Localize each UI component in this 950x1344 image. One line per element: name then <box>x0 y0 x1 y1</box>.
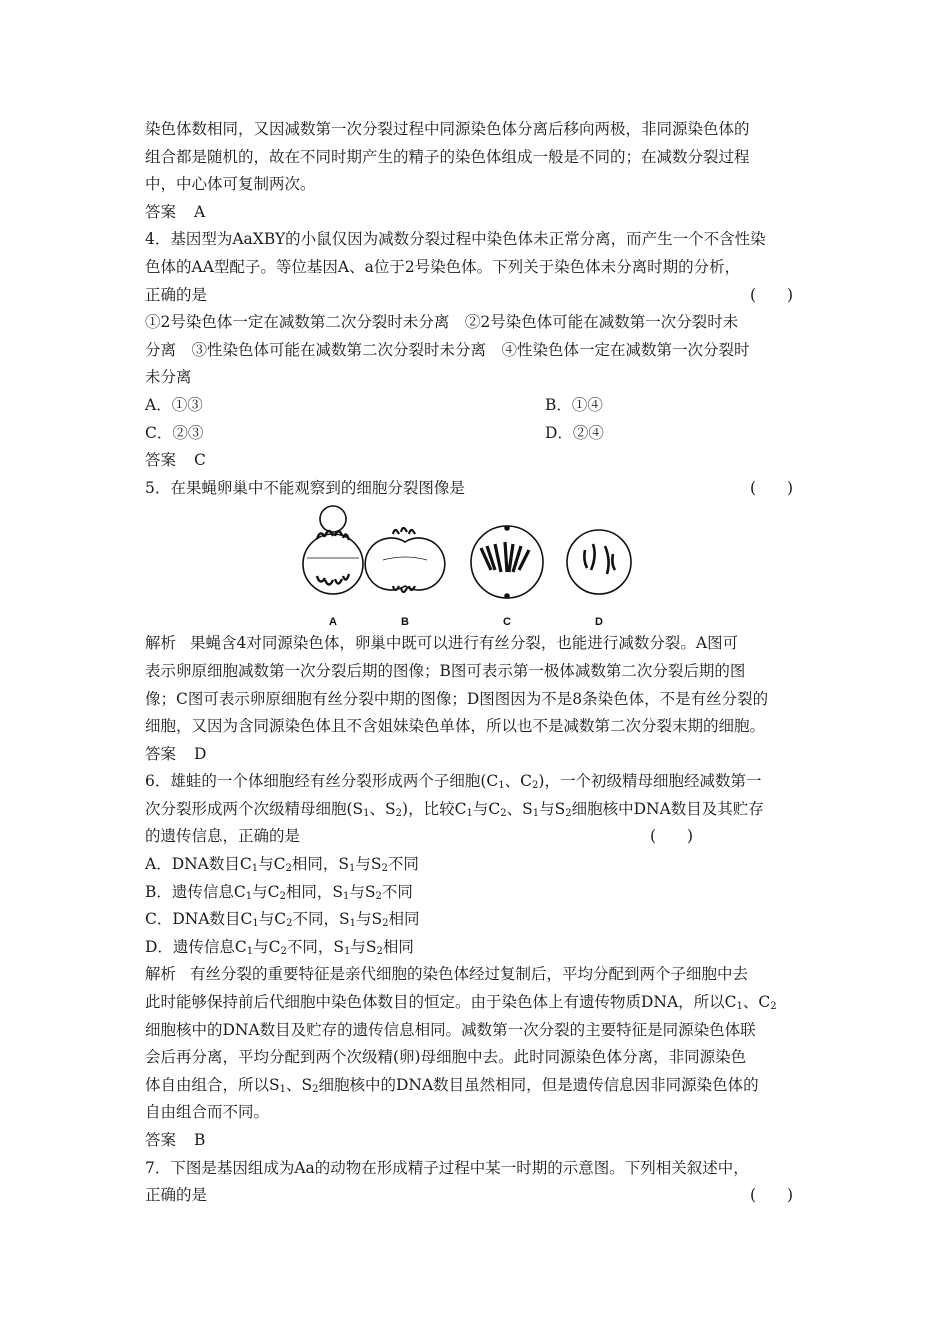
options-row <box>145 392 813 420</box>
answer-label: 答案 <box>145 202 177 221</box>
text-segment: 、S <box>286 1075 313 1094</box>
cell-diagrams <box>295 504 655 628</box>
option-d: D．②④ <box>545 423 604 442</box>
text-segment: 相同 <box>388 910 420 929</box>
answer-bracket: ( ) <box>750 478 794 497</box>
answer-line <box>145 1127 813 1155</box>
text-line: 染色体数相同，又因减数第一次分裂过程中同源染色体分离后移向两极，非同源染色体的 <box>145 120 750 138</box>
text-segment: 果蝇含4对同源染色体，卵巢中既可以进行有丝分裂，也能进行减数分裂。A图可 <box>190 634 739 653</box>
text-line <box>145 1182 813 1210</box>
subscript: 2 <box>770 1001 777 1013</box>
text-segment: 与C <box>258 910 287 929</box>
text-segment: 与S <box>350 937 377 956</box>
text-segment: 与S <box>355 855 382 874</box>
text-segment: D．遗传信息C <box>145 937 247 956</box>
cell-b <box>365 528 445 592</box>
subscript: 1 <box>466 807 473 819</box>
subscript: 1 <box>343 890 350 902</box>
analysis-line <box>145 961 813 989</box>
text-segment: 不同，S <box>286 937 345 956</box>
answer-line <box>145 199 813 227</box>
text-segment: 与C <box>252 882 280 901</box>
text-segment: 5．在果蝇卵巢中不能观察到的细胞分裂图像是 <box>145 478 465 497</box>
answer-line <box>145 447 813 475</box>
subscript: 2 <box>532 780 539 792</box>
answer-value: A <box>194 202 206 221</box>
subscript: 2 <box>376 945 383 957</box>
subscript: 2 <box>565 807 572 819</box>
subscript: 2 <box>375 890 382 902</box>
statement-line: ①2号染色体一定在减数第二次分裂时未分离 ②2号染色体可能在减数第一次分裂时未 <box>145 313 739 332</box>
subscript: 2 <box>395 807 403 819</box>
answer-bracket: ( ) <box>750 285 794 304</box>
text-segment: 、S <box>506 799 533 818</box>
subscript: 1 <box>246 945 254 957</box>
text-line: 色体的AA型配子。等位基因A、a位于2号染色体。下列关于染色体未分离时期的分析， <box>145 257 741 276</box>
analysis-line: 细胞，又因为含同源染色体且不含姐妹染色单体，所以也不是减数第二次分裂末期的细胞。 <box>145 717 766 736</box>
subscript: 1 <box>279 1083 286 1095</box>
cell-d <box>567 530 631 594</box>
answer-value: D <box>194 744 207 763</box>
statement-line: 分离 ③性染色体可能在减数第二次分裂时未分离 ④性染色体一定在减数第一次分裂时 <box>145 340 750 359</box>
text-segment: 、C <box>742 993 771 1012</box>
option-a <box>145 851 813 879</box>
analysis-line <box>145 1072 813 1100</box>
subscript: 1 <box>498 780 505 792</box>
text-segment: 体自由组合，所以S <box>145 1075 280 1094</box>
text-segment: B．遗传信息C <box>145 882 246 901</box>
subscript: 1 <box>349 918 357 930</box>
analysis-line: 自由组合而不同。 <box>145 1103 270 1122</box>
text-segment: 与S <box>356 910 383 929</box>
text-line <box>145 796 813 824</box>
text-segment: A．DNA数目C <box>145 855 252 874</box>
text-line: 中，中心体可复制两次。 <box>145 175 316 194</box>
statement-line: 未分离 <box>145 368 192 387</box>
analysis-line: 会后再分离，平均分配到两个次级精(卵)母细胞中去。此时同源染色体分离，非同源染色 <box>145 1048 747 1067</box>
option-a: A．①③ <box>145 395 203 414</box>
text-segment: 与C <box>253 937 281 956</box>
question-7-stem: 7．下图是基因组成为Aa的动物在形成精子过程中某一时期的示意图。下列相关叙述中， <box>145 1158 749 1177</box>
text-line <box>145 823 813 851</box>
subscript: 2 <box>312 1083 319 1095</box>
text-line <box>145 282 813 310</box>
text-segment: 相同 <box>382 937 414 956</box>
analysis-line: 表示卵原细胞减数第一次分裂后期的图像；B图可表示第一极体减数第二次分裂后期的图 <box>145 661 746 680</box>
text-segment: 不同 <box>387 855 419 874</box>
subscript: 2 <box>382 918 389 930</box>
text-segment: 次分裂形成两个次级精母细胞(S <box>145 799 364 818</box>
text-segment: 有丝分裂的重要特征是亲代细胞的染色体经过复制后，平均分配到两个子细胞中去 <box>190 965 749 984</box>
analysis-line: 像；C图可表示卵原细胞有丝分裂中期的图像；D图图因为不是8条染色体，不是有丝分裂的 <box>145 689 769 708</box>
answer-value: B <box>194 1131 206 1149</box>
subscript: 2 <box>500 807 507 819</box>
answer-label: 答案 <box>145 451 177 470</box>
option-c: C．②③ <box>145 423 204 442</box>
cell-c <box>471 526 543 598</box>
subscript: 1 <box>363 807 370 819</box>
subscript: 2 <box>285 863 292 875</box>
text-segment: 正确的是 <box>145 285 208 304</box>
subscript: 1 <box>736 1001 743 1013</box>
cell-division-figure <box>145 502 813 630</box>
analysis-line <box>145 989 813 1017</box>
answer-line <box>145 741 813 769</box>
text-segment: 细胞核中的DNA数目虽然相同，但是遗传信息因非同源染色体的 <box>318 1075 759 1094</box>
text-segment: 与C <box>258 855 286 874</box>
figure-label-d: D <box>595 616 603 629</box>
figure-label-c: C <box>503 616 511 629</box>
subscript: 1 <box>252 918 259 930</box>
text-segment: 、S <box>369 799 396 818</box>
text-segment: 正确的是 <box>145 1186 208 1205</box>
text-segment: 此时能够保持前后代细胞中染色体数目的恒定。由于染色体上有遗传物质DNA，所以C <box>145 993 737 1012</box>
text-segment: 、C <box>504 772 533 791</box>
analysis-label: 解析 <box>145 634 177 653</box>
analysis-label: 解析 <box>145 965 177 984</box>
text-segment: 相同，S <box>285 882 344 901</box>
options-row <box>145 420 813 448</box>
subscript: 1 <box>251 863 259 875</box>
subscript: 2 <box>280 945 287 957</box>
answer-label: 答案 <box>145 744 177 763</box>
answer-bracket: ( ) <box>650 827 694 846</box>
subscript: 1 <box>344 945 351 957</box>
text-segment: 的遗传信息，正确的是 <box>145 827 301 846</box>
text-segment: 不同，S <box>292 910 350 929</box>
question-6-stem <box>145 768 813 796</box>
text-segment: 与S <box>349 882 376 901</box>
text-segment: 与C <box>472 799 501 818</box>
subscript: 1 <box>245 890 253 902</box>
answer-label: 答案 <box>145 1131 177 1149</box>
text-line: 组合都是随机的，故在不同时期产生的精子的染色体组成一般是不同的；在减数分裂过程 <box>145 147 750 166</box>
subscript: 2 <box>286 918 293 930</box>
text-segment: )，比较C <box>402 799 467 818</box>
analysis-line <box>145 630 813 658</box>
subscript: 2 <box>279 890 286 902</box>
text-segment: 细胞核中DNA数目及其贮存 <box>571 799 764 818</box>
answer-value: C <box>194 451 206 470</box>
subscript: 2 <box>381 863 388 875</box>
question-5-stem <box>145 475 813 503</box>
question-4-stem: 4．基因型为AaXBY的小鼠仅因为减数分裂过程中染色体未正常分离，而产生一个不含性染 <box>145 230 766 249</box>
answer-bracket: ( ) <box>750 1186 794 1205</box>
figure-label-b: B <box>401 616 409 629</box>
subscript: 1 <box>349 863 356 875</box>
cell-a <box>303 506 363 594</box>
option-d <box>145 934 813 962</box>
page-content <box>145 116 813 1210</box>
text-segment: C．DNA数目C <box>145 910 253 929</box>
figure-label-a: A <box>329 616 337 629</box>
text-segment: 6．雄蛙的一个体细胞经有丝分裂形成两个子细胞(C <box>145 772 499 791</box>
text-segment: )，一个初级精母细胞经减数第一 <box>538 772 762 791</box>
text-segment: 相同，S <box>291 855 349 874</box>
analysis-line: 细胞核中的DNA数目及贮存的遗传信息相同。减数第一次分裂的主要特征是同源染色体联 <box>145 1020 756 1039</box>
subscript: 1 <box>532 807 540 819</box>
text-segment: 不同 <box>381 882 413 901</box>
option-b: B．①④ <box>545 395 603 414</box>
option-c <box>145 906 813 934</box>
option-b <box>145 879 813 907</box>
text-segment: 与S <box>539 799 566 818</box>
